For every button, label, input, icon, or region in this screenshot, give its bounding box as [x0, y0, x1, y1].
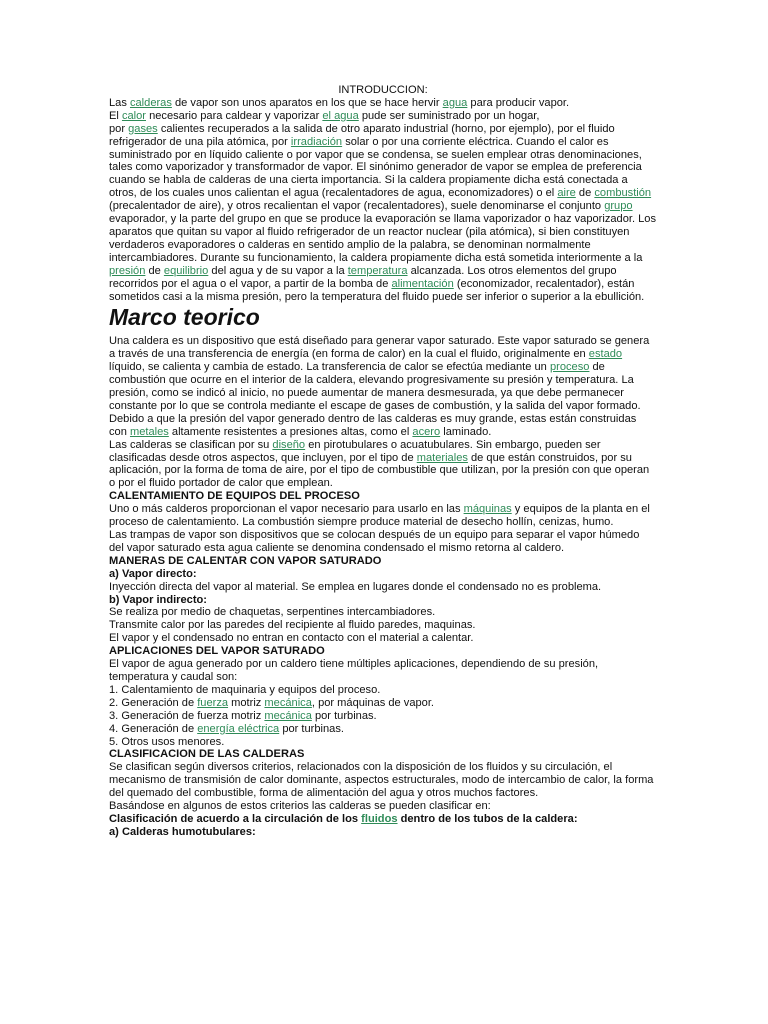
- text-run: motriz: [228, 696, 265, 709]
- hyperlink[interactable]: calor: [121, 109, 146, 122]
- text-run: laminado.: [440, 425, 492, 438]
- paragraph: [109, 697, 657, 710]
- paragraph: [109, 800, 657, 813]
- text-run: del agua y de su vapor a la: [208, 264, 348, 277]
- text-run: CALENTAMIENTO DE EQUIPOS DEL PROCESO: [109, 490, 360, 503]
- text-run: de: [145, 264, 164, 277]
- paragraph: [109, 736, 657, 749]
- hyperlink[interactable]: mecánica: [264, 696, 312, 709]
- paragraph: [109, 723, 657, 736]
- hyperlink[interactable]: fluidos: [361, 812, 398, 825]
- text-run: Inyección directa del vapor al material. Se emplea en lugares donde el condensado no es problema.: [109, 580, 602, 593]
- hyperlink[interactable]: equilibrio: [163, 264, 209, 277]
- text-run: de vapor son unos aparatos en los que se hace hervir: [171, 96, 443, 109]
- text-run: El vapor y el condensado no entran en contacto con el material a calentar.: [109, 632, 474, 645]
- text-run: por turbinas.: [311, 709, 377, 722]
- paragraph: [109, 335, 657, 412]
- hyperlink[interactable]: materiales: [416, 451, 468, 464]
- text-run: , por máquinas de vapor.: [311, 696, 435, 709]
- section-heading: [109, 490, 657, 503]
- hyperlink[interactable]: calderas: [129, 96, 172, 109]
- marco-teorico-title: Marco teorico: [109, 304, 260, 331]
- section-heading: [109, 748, 657, 761]
- hyperlink[interactable]: mecánica: [264, 709, 312, 722]
- text-run: por turbinas.: [279, 722, 344, 735]
- paragraph: [109, 529, 657, 555]
- paragraph: [109, 619, 657, 632]
- hyperlink[interactable]: temperatura: [347, 264, 408, 277]
- text-run: 1. Calentamiento de maquinaria y equipos del proceso.: [109, 683, 381, 696]
- text-run: de que están construidos, por su aplicación, por la forma de toma de aire, por el tipo de combustible que utilizan, por la presión con que operan o por el fluido portador de calor que emplean.: [109, 451, 650, 490]
- text-run: 4. Generación de: [109, 722, 198, 735]
- text-run: 2. Generación de: [109, 696, 198, 709]
- paragraph: [109, 110, 657, 123]
- paragraph: [109, 658, 657, 684]
- text-run: 3. Generación de fuerza motriz: [109, 709, 265, 722]
- hyperlink[interactable]: metales: [129, 425, 169, 438]
- paragraph: [109, 710, 657, 723]
- text-run: (economizador, recalentador), están sometidos casi a la misma presión, pero la temperatura del fluido puede ser inferior o superior a la ebullición.: [109, 277, 645, 303]
- text-run: CLASIFICACION DE LAS CALDERAS: [109, 748, 305, 761]
- text-run: solar o por una corriente eléctrica. Cuando el calor es suministrado por en líquido caliente o por vapor que se condensa, se suelen emplear otras denominaciones, tales como vaporizador y transformador de vapor. El sinónimo generador de vapor se emplea de preferencia cuando se habla de calderas de una cierta importancia. Si la caldera propiamente dicha está conectada a otros, de los cuales unos calientan el agua (recalentadores de agua, economizadores) o el: [109, 135, 642, 200]
- hyperlink[interactable]: alimentación: [391, 277, 454, 290]
- section-heading: [109, 826, 657, 839]
- document-page: [109, 84, 657, 839]
- hyperlink[interactable]: estado: [588, 348, 623, 361]
- text-run: Las calderas se clasifican por su: [109, 438, 273, 451]
- paragraph: [109, 632, 657, 645]
- text-run: líquido, se calienta y cambia de estado. La transferencia de calor se efectúa mediante un: [109, 361, 550, 374]
- text-run: pude ser suministrado por un hogar,: [358, 109, 540, 122]
- hyperlink[interactable]: grupo: [604, 200, 633, 213]
- hyperlink[interactable]: energía eléctrica: [197, 722, 280, 735]
- hyperlink[interactable]: combustión: [594, 187, 652, 200]
- hyperlink[interactable]: proceso: [549, 361, 590, 374]
- text-run: Transmite calor por las paredes del recipiente al fluido paredes, maquinas.: [109, 619, 476, 632]
- text-run: Basándose en algunos de estos criterios las calderas se pueden clasificar en:: [109, 800, 491, 813]
- text-run: altamente resistentes a presiones altas, como el: [168, 425, 413, 438]
- text-run: para producir vapor.: [467, 96, 570, 109]
- paragraph: [109, 503, 657, 529]
- marco-teorico-section: [109, 335, 657, 838]
- paragraph: [109, 606, 657, 619]
- text-run: a) Vapor directo:: [109, 567, 197, 580]
- intro-section: [109, 97, 657, 304]
- text-run: (precalentador de aire), y otros recalientan el vapor (recalentadores), suele denominarse el conjunto: [109, 200, 605, 213]
- text-run: en pirotubulares o acuatubulares. Sin embargo, pueden ser clasificadas desde otros aspectos, que incluyen, por el tipo de: [109, 438, 601, 464]
- paragraph: [109, 97, 657, 110]
- text-run: Una caldera es un dispositivo que está diseñado para generar vapor saturado. Este vapor saturado se genera a través de una transferencia de energía (en forma de calor) en la cual el fluido, originalmente en: [109, 335, 650, 361]
- text-run: APLICACIONES DEL VAPOR SATURADO: [109, 645, 325, 658]
- section-heading: [109, 555, 657, 568]
- text-run: Uno o más calderos proporcionan el vapor necesario para usarlo en las: [109, 503, 464, 516]
- text-run: Se clasifican según diversos criterios, relacionados con la disposición de los fluidos y su circulación, el mecanismo de transmisión de calor dominante, aspectos estructurales, modo de intercambio de calor, la forma del quemado del combustible, forma de alimentación del agua y otros muchos factores.: [109, 761, 654, 800]
- hyperlink[interactable]: diseño: [272, 438, 306, 451]
- text-run: El vapor de agua generado por un caldero tiene múltiples aplicaciones, dependiendo de su presión, temperatura y caudal son:: [109, 658, 599, 683]
- hyperlink[interactable]: irradiación: [290, 135, 343, 148]
- text-run: b) Vapor indirecto:: [109, 593, 208, 606]
- hyperlink[interactable]: el agua: [322, 109, 359, 122]
- hyperlink[interactable]: máquinas: [463, 503, 512, 516]
- section-heading: [109, 568, 657, 581]
- hyperlink[interactable]: agua: [442, 96, 468, 109]
- hyperlink[interactable]: aire: [557, 187, 576, 200]
- paragraph: [109, 684, 657, 697]
- section-heading: [109, 813, 657, 826]
- hyperlink[interactable]: fuerza: [197, 696, 229, 709]
- text-run: El: [109, 109, 122, 122]
- text-run: de combustión que ocurre en el interior de la caldera, elevando progresivamente su presión y temperatura. La presión, como se indicó al inicio, no puede aumentar de manera desmesurada, ya que debe permanecer constante por lo que se controla mediante el escape de gases de combustión, y la salida del vapor formado.: [109, 361, 641, 412]
- intro-heading: INTRODUCCION:: [338, 84, 428, 96]
- text-run: por: [109, 122, 129, 135]
- paragraph: [109, 761, 657, 800]
- text-run: MANERAS DE CALENTAR CON VAPOR SATURADO: [109, 554, 382, 567]
- paragraph: [109, 581, 657, 594]
- text-run: calientes recuperados a la salida de otro aparato industrial (horno, por ejemplo), por el fluido refrigerador de una pila atómica, por: [109, 122, 615, 148]
- text-run: alcanzada. Los otros elementos del grupo recorridos por el agua o el vapor, a partir de la bomba de: [109, 264, 617, 290]
- text-run: Las trampas de vapor son dispositivos que se colocan después de un equipo para separar el vapor húmedo del vapor saturado esta agua caliente se denomina condensado el mismo retorna al caldero.: [109, 529, 640, 554]
- hyperlink[interactable]: acero: [412, 425, 441, 438]
- text-run: y equipos de la planta en el proceso de calentamiento. La combustión siempre produce material de desecho hollín, cenizas, humo.: [109, 503, 650, 529]
- text-run: dentro de los tubos de la caldera:: [397, 812, 578, 825]
- paragraph: [109, 123, 657, 304]
- text-run: Se realiza por medio de chaquetas, serpentines intercambiadores.: [109, 606, 436, 619]
- text-run: evaporador, y la parte del grupo en que se produce la evaporación se llama vaporizador o haz vaporizador. Los aparatos que quitan su vapor al fluido refrigerador de un reactor nuclear (pila atómica), si bien constituyen verdaderos evaporadores o calderas en sentido amplio de la palabra, se denominan normalmente intercambiadores. Durante su funcionamiento, la caldera propiamente dicha está sometida interiormente a la: [109, 213, 657, 264]
- text-run: Debido a que la presión del vapor generado dentro de las calderas es muy grande, estas están construidas con: [109, 412, 637, 438]
- text-run: a) Calderas humotubulares:: [109, 825, 256, 838]
- text-run: necesario para caldear y vaporizar: [146, 109, 323, 122]
- paragraph: [109, 413, 657, 439]
- text-run: Las: [109, 96, 130, 109]
- section-heading: [109, 645, 657, 658]
- paragraph: [109, 439, 657, 491]
- hyperlink[interactable]: gases: [128, 122, 158, 135]
- hyperlink[interactable]: presión: [109, 264, 146, 277]
- text-run: de: [575, 187, 595, 200]
- text-run: Clasificación de acuerdo a la circulación de los: [109, 812, 362, 825]
- section-heading: [109, 594, 657, 607]
- text-run: 5. Otros usos menores.: [109, 735, 225, 748]
